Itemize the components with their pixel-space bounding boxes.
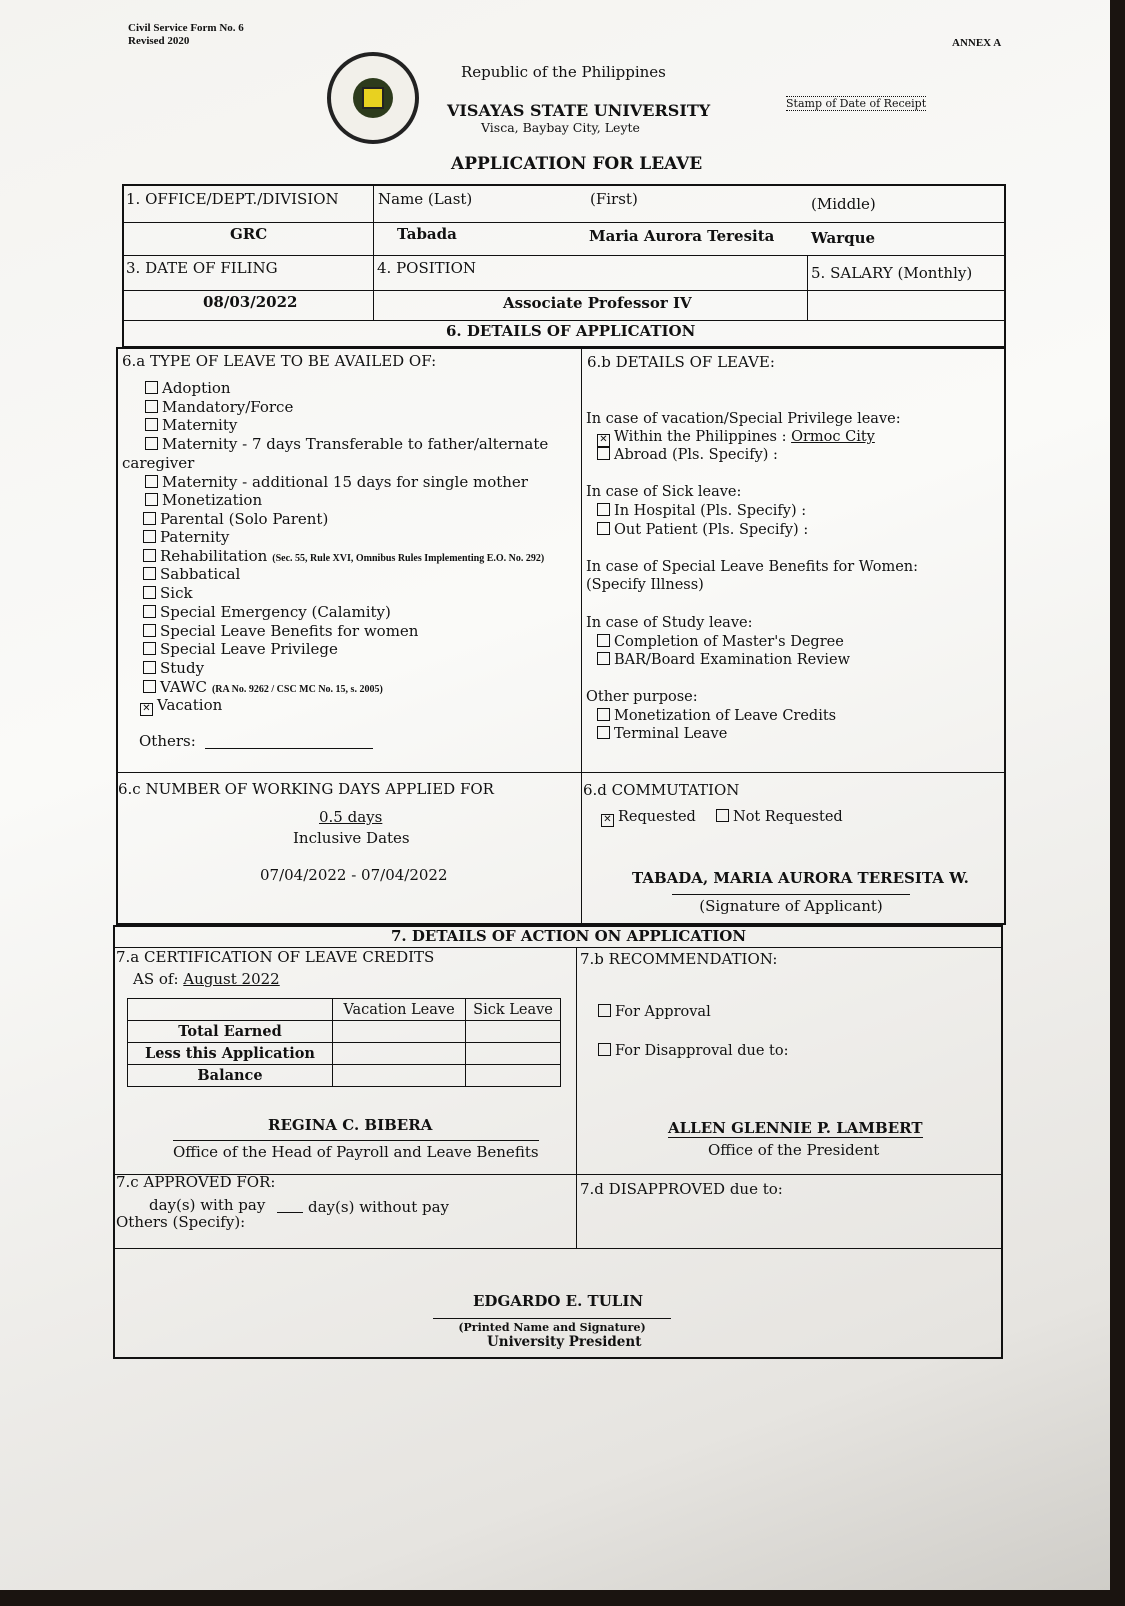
- leave-type-label: Study: [160, 659, 205, 677]
- leave-credits-table: [127, 998, 561, 1087]
- table-cell[interactable]: [333, 1021, 466, 1043]
- others-input[interactable]: [205, 748, 373, 749]
- checkbox-icon: [143, 530, 156, 543]
- bar-review-option[interactable]: [597, 652, 850, 668]
- monetization-label: Monetization of Leave Credits: [614, 708, 837, 724]
- as-of-label: AS of:: [133, 970, 179, 988]
- middle-name-label: (Middle): [811, 195, 876, 213]
- checkbox-checked-icon: ✕: [601, 814, 614, 827]
- out-patient-option[interactable]: [597, 522, 808, 538]
- middle-name-value[interactable]: Warque: [811, 229, 876, 247]
- checkbox-icon: [597, 652, 610, 665]
- table-header-row: [128, 999, 561, 1021]
- others-specify-label: Others (Specify):: [116, 1213, 246, 1231]
- certification-title: 7.a CERTIFICATION OF LEAVE CREDITS: [116, 948, 435, 966]
- checkbox-icon: [143, 512, 156, 525]
- leave-type-label: Paternity: [160, 528, 230, 546]
- for-disapproval-label: For Disapproval due to:: [615, 1043, 789, 1059]
- table-cell[interactable]: [466, 1043, 561, 1065]
- hospital-label: In Hospital (Pls. Specify) :: [614, 503, 807, 519]
- checkbox-icon: [145, 475, 158, 488]
- leave-type-label: Special Leave Privilege: [160, 640, 338, 658]
- leave-details-title: 6.b DETAILS OF LEAVE:: [587, 353, 775, 371]
- checkbox-icon: [143, 586, 156, 599]
- leave-type-option[interactable]: [145, 416, 237, 434]
- within-value: Ormoc City: [791, 429, 875, 445]
- not-requested-option[interactable]: [716, 809, 843, 825]
- date-filing-label: 3. DATE OF FILING: [126, 259, 278, 277]
- checkbox-icon: [145, 493, 158, 506]
- for-approval-label: For Approval: [615, 1004, 711, 1020]
- checkbox-icon: [145, 437, 158, 450]
- president-caption: (Printed Name and Signature): [433, 1318, 671, 1334]
- terminal-leave-option[interactable]: [597, 726, 727, 742]
- leave-type-option[interactable]: [143, 678, 383, 696]
- checkbox-icon: [598, 1004, 611, 1017]
- table-cell[interactable]: [466, 1021, 561, 1043]
- row-label: Balance: [128, 1065, 333, 1087]
- checkbox-icon: [143, 680, 156, 693]
- as-of-value: August 2022: [183, 970, 280, 988]
- checkbox-icon: [143, 661, 156, 674]
- row-label: Total Earned: [128, 1021, 333, 1043]
- date-filing-value[interactable]: 08/03/2022: [203, 293, 298, 311]
- leave-type-label: Special Leave Benefits for women: [160, 622, 419, 640]
- legal-reference-note: (Sec. 55, Rule XVI, Omnibus Rules Implementing E.O. No. 292): [272, 553, 545, 564]
- requested-label: Requested: [618, 809, 696, 825]
- leave-type-label: Parental (Solo Parent): [160, 510, 329, 528]
- within-philippines-option[interactable]: [597, 429, 875, 447]
- leave-type-label: Maternity - additional 15 days for single mother: [162, 473, 528, 491]
- last-name-value[interactable]: Tabada: [397, 225, 457, 243]
- last-name-label: Name (Last): [378, 190, 473, 208]
- leave-type-label: Mandatory/Force: [162, 398, 294, 416]
- checkbox-icon: [145, 381, 158, 394]
- form-revision: Revised 2020: [128, 35, 190, 47]
- checkbox-icon: [597, 708, 610, 721]
- working-days-value[interactable]: 0.5 days: [319, 808, 383, 826]
- checkbox-icon: [598, 1043, 611, 1056]
- checkbox-icon: [597, 503, 610, 516]
- as-of-line: [133, 970, 280, 988]
- leave-type-option[interactable]: [145, 435, 548, 453]
- for-approval-option[interactable]: [598, 1004, 711, 1020]
- leave-type-option[interactable]: [143, 528, 229, 546]
- leave-type-option[interactable]: [143, 603, 391, 621]
- working-days-title: 6.c NUMBER OF WORKING DAYS APPLIED FOR: [118, 780, 494, 798]
- leave-type-option[interactable]: [143, 565, 240, 583]
- study-heading: In case of Study leave:: [586, 615, 753, 631]
- certifier-office: Office of the Head of Payroll and Leave Benefits: [173, 1140, 539, 1161]
- stamp-receipt-label: Stamp of Date of Receipt: [786, 97, 927, 110]
- leave-type-option[interactable]: [140, 696, 222, 716]
- university-seal: [327, 52, 419, 144]
- inclusive-dates-label: Inclusive Dates: [293, 829, 410, 847]
- outpatient-label: Out Patient (Pls. Specify) :: [614, 522, 809, 538]
- leave-type-label: Special Emergency (Calamity): [160, 603, 391, 621]
- leave-type-label: Monetization: [162, 491, 263, 509]
- others-label: Others:: [139, 732, 196, 750]
- leave-type-label: Adoption: [162, 379, 231, 397]
- leave-type-option[interactable]: [145, 379, 231, 397]
- caregiver-continuation: caregiver: [122, 454, 195, 472]
- monetization-option[interactable]: [597, 708, 836, 724]
- checkbox-icon: [143, 642, 156, 655]
- applicant-signature-caption: (Signature of Applicant): [672, 894, 910, 915]
- checkbox-icon: [597, 522, 610, 535]
- checkbox-icon: [145, 418, 158, 431]
- recommender-name: ALLEN GLENNIE P. LAMBERT: [668, 1119, 923, 1137]
- university-address: Visca, Baybay City, Leyte: [481, 120, 640, 135]
- leave-type-option[interactable]: [143, 622, 418, 640]
- leave-type-label: Maternity - 7 days Transferable to father/alternate: [162, 435, 549, 453]
- president-title: University President: [487, 1334, 642, 1350]
- column-header: [128, 999, 333, 1021]
- checkbox-checked-icon: ✕: [140, 703, 153, 716]
- section6-title: 6. DETAILS OF APPLICATION: [446, 322, 696, 340]
- terminal-label: Terminal Leave: [614, 726, 728, 742]
- section7-title: 7. DETAILS OF ACTION ON APPLICATION: [391, 927, 747, 945]
- leave-type-option[interactable]: [143, 584, 193, 602]
- leave-type-label: Rehabilitation: [160, 547, 268, 565]
- leave-type-option[interactable]: [145, 473, 528, 491]
- table-row: [128, 1043, 561, 1065]
- checkbox-checked-icon: ✕: [597, 434, 610, 447]
- for-disapproval-option[interactable]: [598, 1043, 788, 1059]
- disapproved-title: 7.d DISAPPROVED due to:: [580, 1180, 783, 1198]
- checkbox-icon: [597, 447, 610, 460]
- president-name: EDGARDO E. TULIN: [473, 1292, 644, 1310]
- vacation-heading: In case of vacation/Special Privilege leave:: [586, 411, 901, 427]
- checkbox-icon: [597, 634, 610, 647]
- leave-type-option[interactable]: [143, 547, 544, 565]
- within-label: Within the Philippines :: [614, 429, 787, 445]
- checkbox-icon: [143, 567, 156, 580]
- recommender-office: Office of the President: [708, 1141, 880, 1159]
- table-cell[interactable]: [333, 1065, 466, 1087]
- form-number: Civil Service Form No. 6: [128, 22, 244, 34]
- abroad-label: Abroad (Pls. Specify) :: [614, 447, 778, 463]
- leave-type-option[interactable]: [145, 398, 293, 416]
- days-with-pay[interactable]: day(s) with pay: [149, 1196, 266, 1214]
- university-name: VISAYAS STATE UNIVERSITY: [447, 101, 711, 120]
- annex-label: ANNEX A: [952, 37, 1002, 49]
- bar-label: BAR/Board Examination Review: [614, 652, 851, 668]
- requested-option[interactable]: [601, 809, 696, 827]
- salary-label: 5. SALARY (Monthly): [811, 264, 973, 282]
- sick-heading: In case of Sick leave:: [586, 484, 742, 500]
- position-label: 4. POSITION: [377, 259, 477, 277]
- table-row: [128, 1065, 561, 1087]
- recommendation-title: 7.b RECOMMENDATION:: [580, 950, 778, 968]
- leave-type-label: Sabbatical: [160, 565, 241, 583]
- first-name-value[interactable]: Maria Aurora Teresita: [589, 227, 775, 245]
- applicant-name: TABADA, MARIA AURORA TERESITA W.: [632, 869, 969, 887]
- without-pay-blank[interactable]: [277, 1212, 303, 1213]
- leave-type-option[interactable]: [145, 491, 262, 509]
- column-header: Vacation Leave: [333, 999, 466, 1021]
- leave-type-label: Vacation: [157, 696, 223, 714]
- commutation-title: 6.d COMMUTATION: [583, 781, 740, 799]
- row-label: Less this Application: [128, 1043, 333, 1065]
- leave-type-label: Maternity: [162, 416, 238, 434]
- leave-type-option[interactable]: [143, 640, 338, 658]
- checkbox-icon: [143, 624, 156, 637]
- women-heading: In case of Special Leave Benefits for Women:: [586, 559, 919, 575]
- checkbox-icon: [145, 400, 158, 413]
- checkbox-icon: [716, 809, 729, 822]
- masters-option[interactable]: [597, 634, 844, 650]
- abroad-option[interactable]: [597, 447, 778, 463]
- in-hospital-option[interactable]: [597, 503, 806, 519]
- other-purpose-heading: Other purpose:: [586, 689, 698, 705]
- women-sub: (Specify Illness): [586, 577, 704, 593]
- checkbox-icon: [143, 605, 156, 618]
- form-title: APPLICATION FOR LEAVE: [451, 154, 703, 174]
- office-value[interactable]: GRC: [230, 225, 268, 243]
- office-label: 1. OFFICE/DEPT./DIVISION: [126, 190, 339, 208]
- table-cell[interactable]: [466, 1065, 561, 1087]
- position-value[interactable]: Associate Professor IV: [503, 294, 692, 312]
- table-row: [128, 1021, 561, 1043]
- republic-line: Republic of the Philippines: [461, 63, 666, 81]
- certifier-name: REGINA C. BIBERA: [268, 1116, 433, 1134]
- checkbox-icon: [597, 726, 610, 739]
- inclusive-dates-value[interactable]: 07/04/2022 - 07/04/2022: [260, 866, 448, 884]
- column-header: Sick Leave: [466, 999, 561, 1021]
- masters-label: Completion of Master's Degree: [614, 634, 844, 650]
- leave-type-title: 6.a TYPE OF LEAVE TO BE AVAILED OF:: [122, 352, 437, 370]
- legal-reference-note: (RA No. 9262 / CSC MC No. 15, s. 2005): [211, 684, 383, 695]
- table-cell[interactable]: [333, 1043, 466, 1065]
- not-requested-label: Not Requested: [733, 809, 843, 825]
- first-name-label: (First): [590, 190, 638, 208]
- leave-type-option[interactable]: [143, 659, 204, 677]
- checkbox-icon: [143, 549, 156, 562]
- leave-type-label: VAWC: [160, 678, 207, 696]
- leave-type-label: Sick: [160, 584, 193, 602]
- leave-type-option[interactable]: [143, 510, 328, 528]
- days-without-pay: day(s) without pay: [308, 1198, 450, 1216]
- approved-for-title: 7.c APPROVED FOR:: [116, 1173, 276, 1191]
